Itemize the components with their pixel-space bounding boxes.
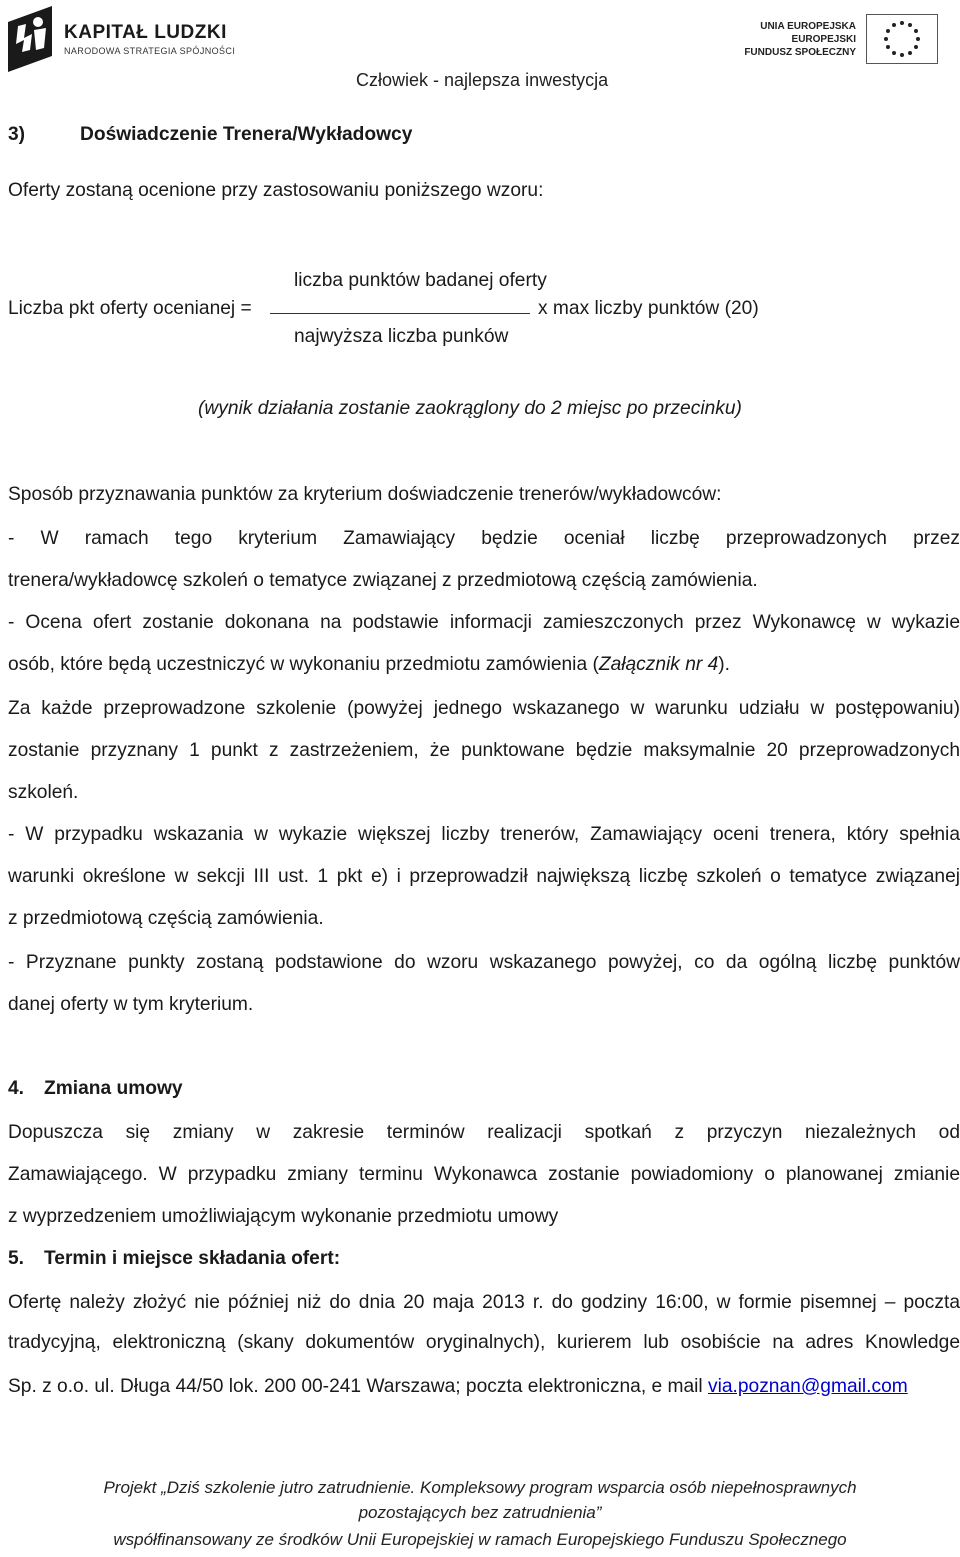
paragraph-line: tradycyjną, elektroniczną (skany dokumentów oryginalnych), kurierem lub osobiście na adres Knowledge [8,1332,960,1353]
address-line [8,1376,908,1398]
eu-flag-icon [866,14,938,64]
formula-numerator: liczba punktów badanej oferty [294,270,547,291]
formula-fraction-line [270,313,530,314]
paragraph-line: trenera/wykładowcę szkoleń o tematyce związanej z przedmiotową częścią zamówienia. [8,570,758,591]
paragraph-line: Za każde przeprowadzone szkolenie (powyżej jednego wskazanego w warunku udziału w postępowaniu) [8,698,960,719]
paragraph-line: zostanie przyznany 1 punkt z zastrzeżeniem, że punktowane będzie maksymalnie 20 przeprowadzonych [8,740,960,761]
eu-logo [744,14,938,64]
paragraph-line: z wyprzedzeniem umożliwiającym wykonanie przedmiotu umowy [8,1206,559,1227]
eu-logo-line: UNIA EUROPEJSKA [760,20,856,32]
email-link[interactable]: via.poznan@gmail.com [708,1376,908,1397]
section-5-title: Termin i miejsce składania ofert: [44,1248,341,1269]
paragraph-line: - Ocena ofert zostanie dokonana na podstawie informacji zamieszczonych przez Wykonawcę w wykazie [8,612,960,633]
motto: Człowiek - najlepsza inwestycja [356,70,609,90]
kapital-ludzki-emblem-icon [4,4,56,74]
paragraph-line: - W przypadku wskazania w wykazie większej liczby trenerów, Zamawiający oceni trenera, który spełnia [8,824,960,845]
section-4-title: Zmiana umowy [44,1078,183,1099]
paragraph-line: - W ramach tego kryterium Zamawiający będzie oceniał liczbę przeprowadzonych przez [8,528,960,549]
section-3-number: 3) [8,124,26,145]
rounding-note: (wynik działania zostanie zaokrąglony do 2 miejsc po przecinku) [198,398,742,419]
footer-line: pozostających bez zatrudnienia” [358,1503,602,1522]
section-4-number: 4. [8,1078,25,1099]
paragraph-line: Dopuszcza się zmiany w zakresie terminów realizacji spotkań z przyczyn niezależnych od [8,1122,960,1143]
logo-subtitle: NARODOWA STRATEGIA SPÓJNOŚCI [64,46,236,56]
formula-left: Liczba pkt oferty ocenianej = [8,298,252,319]
kapital-ludzki-logo [4,4,235,74]
logo-title: KAPITAŁ LUDZKI [64,22,227,43]
section-5-number: 5. [8,1248,25,1269]
text-segment: osób, które będą uczestniczyć w wykonaniu przedmiotu zamówienia ( [8,654,599,675]
attachment-reference: Załącznik nr 4 [598,654,719,675]
section-3-intro: Oferty zostaną ocenione przy zastosowaniu poniższego wzoru: [8,180,544,201]
paragraph-line-with-attachment [8,654,730,676]
text-segment: ). [718,654,731,675]
address-text: Sp. z o.o. ul. Długa 44/50 lok. 200 00-241 Warszawa; poczta elektroniczna, e mail [8,1376,709,1397]
eu-logo-line: FUNDUSZ SPOŁECZNY [744,46,856,58]
paragraph-line: warunki określone w sekcji III ust. 1 pkt e) i przeprowadził największą liczbę szkoleń o tematyce związanej [8,866,960,887]
paragraph-line: szkoleń. [8,782,79,803]
method-title: Sposób przyznawania punktów za kryterium doświadczenie trenerów/wykładowców: [8,484,722,505]
paragraph-line: Zamawiającego. W przypadku zmiany terminu Wykonawca zostanie powiadomiony o planowanej zmianie [8,1164,960,1185]
formula-right: x max liczby punktów (20) [538,298,759,319]
footer-line: Projekt „Dziś szkolenie jutro zatrudnienie. Kompleksowy program wsparcia osób niepełnosprawnych [103,1478,857,1497]
paragraph-line: danej oferty w tym kryterium. [8,994,254,1015]
section-3-heading: Doświadczenie Trenera/Wykładowcy [80,124,413,145]
formula-denominator: najwyższa liczba punków [294,326,509,347]
paragraph-line: - Przyznane punkty zostaną podstawione do wzoru wskazanego powyżej, co da ogólną liczbę punktów [8,952,960,973]
paragraph-line: Ofertę należy złożyć nie później niż do dnia 20 maja 2013 r. do godziny 16:00, w formie pisemnej – poczta [8,1292,960,1313]
eu-logo-line: EUROPEJSKI [791,33,856,45]
footer-line: współfinansowany ze środków Unii Europejskiej w ramach Europejskiego Funduszu Społecznego [113,1530,847,1549]
paragraph-line: z przedmiotową częścią zamówienia. [8,908,324,929]
